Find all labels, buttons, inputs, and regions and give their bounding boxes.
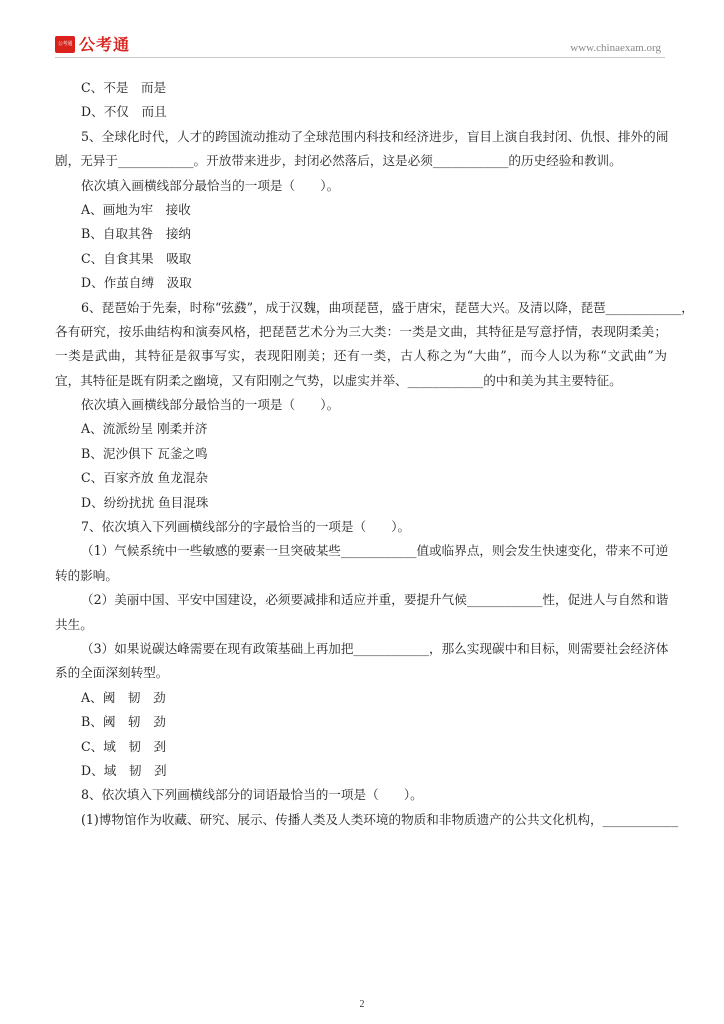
question-text: 转的影响。 [55,567,118,583]
question-text: 剧，无异于____________。开放带来进步，封闭必然落后，这是必须____________的历史经验和教训。 [55,153,622,169]
header-divider [55,57,665,58]
logo-icon: 公考通 [55,36,75,53]
question-text: 系的全面深刻转型。 [55,665,169,681]
question-text: 7、依次填入下列画横线部分的字最恰当的一项是（ ）。 [81,519,411,535]
question-prompt: 依次填入画横线部分最恰当的一项是（ ）。 [81,397,340,413]
question-text: （3）如果说碳达峰需要在现有政策基础上再加把____________，那么实现碳中和目标，则需要社会经济体 [81,640,669,656]
question-text: 宜，其特征是既有阴柔之幽境，又有阳刚之气势，以虚实并举、____________的中和美为其主要特征。 [55,372,622,388]
site-url: www.chinaexam.org [570,42,661,54]
question-prompt: 依次填入画横线部分最恰当的一项是（ ）。 [81,177,340,193]
option-line: B、阈 轫 劲 [81,714,166,730]
option-line: B、泥沙俱下 瓦釜之鸣 [81,445,208,461]
option-line: A、流派纷呈 刚柔并济 [81,421,208,437]
option-line: D、作茧自缚 汲取 [81,275,192,291]
page-header [55,34,665,56]
question-text: 5、全球化时代，人才的跨国流动推动了全球范围内科技和经济进步，盲目上演自我封闭、仇恨、排外的闹 [81,128,669,144]
option-line: C、域 韧 刭 [81,738,167,754]
option-line: C、百家齐放 鱼龙混杂 [81,470,208,486]
question-text: 一类是武曲，其特征是叙事写实，表现阳刚美；还有一类，古人称之为“大曲”，而今人以为称“文武曲”为 [55,348,667,364]
option-line: D、域 韧 刭 [81,762,167,778]
question-text: （2）美丽中国、平安中国建设，必须要减排和适应并重，要提升气候____________性，促进人与自然和谐 [81,592,669,608]
question-text: 各有研究，按乐曲结构和演奏风格，把琵琶艺术分为三大类：一类是文曲，其特征是写意抒情，表现阴柔美； [55,323,667,339]
question-text: 8、依次填入下列画横线部分的词语最恰当的一项是（ ）。 [81,787,423,803]
document-body [55,80,694,836]
logo-text: 公考通 [79,35,131,54]
option-line: B、自取其咎 接纳 [81,226,192,242]
question-text: （1）气候系统中一些敏感的要素一旦突破某些____________值或临界点，则会发生快速变化，带来不可逆 [81,543,669,559]
question-text: (1)博物馆作为收藏、研究、展示、传播人类及人类环境的物质和非物质遗产的公共文化机构，____________ [81,811,679,827]
page-number: 2 [359,999,365,1010]
option-line: C、不是 而是 [81,80,167,95]
question-text: 共生。 [55,616,93,632]
option-line: A、阈 韧 劲 [81,689,166,705]
option-line: D、不仅 而且 [81,104,167,120]
option-line: A、画地为牢 接收 [81,201,191,217]
option-line: D、纷纷扰扰 鱼目混珠 [81,494,209,510]
question-text: 6、琵琶始于先秦，时称“弦鼗”，成于汉魏，曲项琵琶，盛于唐宋，琵琶大兴。及清以降，琵琶____________， [81,299,694,315]
option-line: C、自食其果 吸取 [81,250,192,266]
